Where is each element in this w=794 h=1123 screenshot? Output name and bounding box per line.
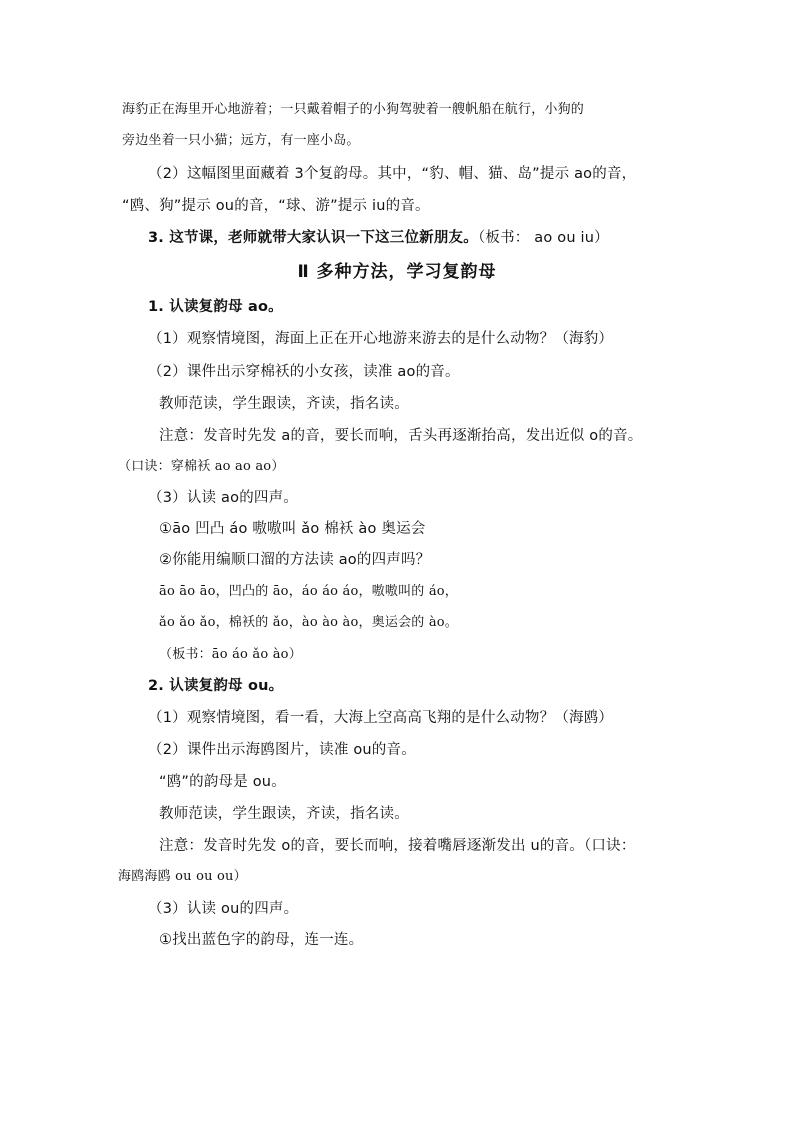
ao-rhyme-line-2: ǎo ǎo ǎo，棉袄的 ǎo，ào ào ào，奥运会的 ào。 [159, 615, 459, 630]
ou-question-3: （3）认读 ou的四声。 [148, 901, 299, 917]
ou-note-line-1: 注意：发音时先发 o的音，要长而响，接着嘴唇逐渐发出 u的音。（口诀： [159, 838, 636, 854]
point2-line-2: “鸥、狗”提示 ou的音，“球、游”提示 iu的音。 [122, 198, 430, 214]
ou-title: 2. 认读复韵母 ou。 [148, 678, 284, 694]
intro-line-2: 旁边坐着一只小猫；远方，有一座小岛。 [122, 133, 360, 148]
ou-match-task: ①找出蓝色字的韵母，连一连。 [159, 932, 364, 948]
ou-final: “鸥”的韵母是 ou。 [159, 774, 286, 790]
point3-line [148, 228, 609, 248]
section-heading: Ⅱ 多种方法，学习复韵母 [297, 262, 497, 282]
ao-note-line-2: （口诀：穿棉袄 ao ao ao） [118, 459, 285, 474]
ou-question-1: （1）观察情境图，看一看，大海上空高高飞翔的是什么动物？（海鸥） [148, 710, 614, 726]
point2-line-1: （2）这幅图里面藏着 3个复韵母。其中，“豹、帽、猫、岛”提示 ao的音， [148, 166, 637, 182]
ao-reading-steps: 教师范读，学生跟读，齐读，指名读。 [159, 396, 409, 412]
ao-rhyme-question: ②你能用编顺口溜的方法读 ao的四声吗？ [159, 552, 431, 568]
ou-note-line-2: 海鸥海鸥 ou ou ou） [118, 869, 247, 884]
ou-question-2: （2）课件出示海鸥图片，读准 ou的音。 [148, 742, 416, 758]
ao-question-2: （2）课件出示穿棉袄的小女孩，读准 ao的音。 [148, 364, 460, 380]
point3-board: （板书： ao ou iu） [477, 230, 609, 246]
ao-board: （板书：āo áo ǎo ào） [159, 647, 302, 662]
ao-rhyme-line-1: āo āo āo，凹凸的 āo，áo áo áo，嗷嗷叫的 áo， [159, 584, 459, 599]
ao-tones: ①āo 凹凸 áo 嗷嗷叫 ǎo 棉袄 ào 奥运会 [159, 521, 426, 537]
ao-question-1: （1）观察情境图，海面上正在开心地游来游去的是什么动物？（海豹） [148, 331, 614, 347]
intro-line-1: 海豹正在海里开心地游着；一只戴着帽子的小狗驾驶着一艘帆船在航行，小狗的 [122, 102, 585, 117]
point3-text: 3. 这节课，老师就带大家认识一下这三位新朋友。 [148, 230, 478, 246]
ou-reading-steps: 教师范读，学生跟读，齐读，指名读。 [159, 806, 409, 822]
ao-note-line-1: 注意：发音时先发 a的音，要长而响，舌头再逐渐抬高，发出近似 o的音。 [159, 428, 643, 444]
ao-question-3: （3）认读 ao的四声。 [148, 490, 298, 506]
ao-title: 1. 认读复韵母 ao。 [148, 299, 283, 315]
